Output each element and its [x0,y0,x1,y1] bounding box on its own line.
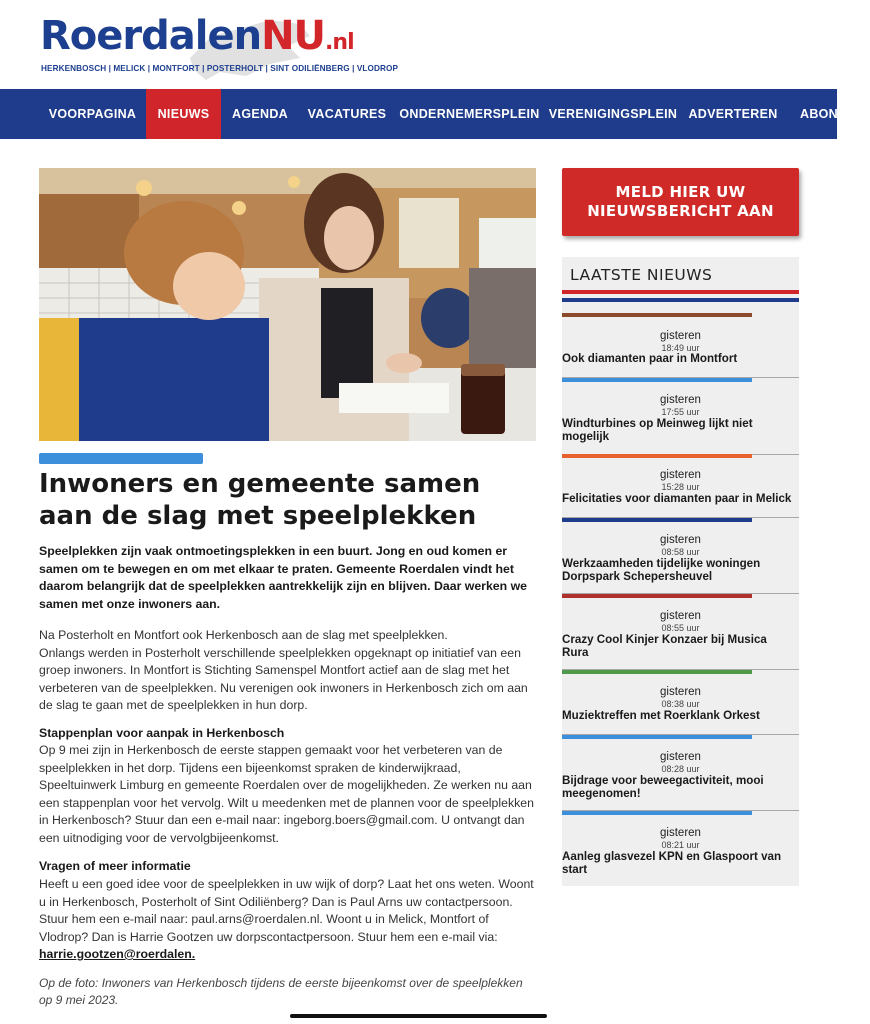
news-time: 08:58 uur [661,547,700,557]
news-color-bar [562,454,752,458]
photo-caption: Op de foto: Inwoners van Herkenbosch tijdens de eerste bijeenkomst over de speelplekken op 9 mei 2023. [39,976,523,1007]
news-headline[interactable]: Muziektreffen met Roerklank Orkest [562,709,760,722]
home-indicator[interactable] [290,1014,547,1018]
news-time: 18:49 uur [661,343,700,353]
news-time: 08:55 uur [661,623,700,633]
title-stripe-red [562,290,799,294]
latest-news-panel [562,257,799,886]
site-header [0,0,837,89]
article-subheading-1: Stappenplan voor aanpak in Herkenbosch [39,726,285,740]
news-headline[interactable]: Werkzaamheden tijdelijke woningen Dorpspark Schepersheuvel [562,557,761,583]
logo-towns: HERKENBOSCH | MELICK | MONTFORT | POSTERHOLT | SINT ODILIËNBERG | VLODROP [41,64,399,73]
nav-adverteren[interactable]: ADVERTEREN [688,107,778,121]
news-date: gisteren [660,469,701,481]
latest-news-title: LAATSTE NIEUWS [570,266,713,284]
nav-abonneren[interactable]: ABONN [800,107,848,121]
logo-wordmark: RoerdalenNU.nl [40,13,354,59]
news-date: gisteren [660,394,701,406]
main-navigation [0,89,848,139]
news-headline[interactable]: Aanleg glasvezel KPN en Glaspoort van start [562,850,782,876]
news-date: gisteren [660,534,701,546]
article-subheading-2: Vragen of meer informatie [39,859,191,873]
news-time: 08:21 uur [661,840,700,850]
news-date: gisteren [660,751,701,763]
nav-ondernemersplein[interactable]: ONDERNEMERSPLEIN [399,107,540,121]
nav-voorpagina[interactable]: VOORPAGINA [48,107,137,121]
site-logo[interactable] [40,12,399,82]
email-link[interactable]: harrie.gootzen@roerdalen. [39,947,196,961]
article-paragraph-2: Op 9 mei zijn in Herkenbosch de eerste stappen gemaakt voor het verbeteren van de speelplekken in het dorp. Tijdens een bijeenkomst spraken de kinderwijkraad, Speeltuinwerk Limburg en gemeente Roerdalen over de mogelijkheden. Ze werken nu aan een stappenplan voor het vervolg. Wilt u meedenken met de plannen voor de speelplekken in Herkenbosch? Stuur dan een e-mail naar: ingeborg.boers@gmail.com. U ontvangt dan een uitnodiging voor de vervolgbijeenkomst. [39,743,534,845]
news-color-bar [562,518,752,522]
article-title: Inwoners en gemeente samen aan de slag met speelplekken [39,469,481,531]
nav-verenigingsplein[interactable]: VERENIGINGSPLEIN [548,107,678,121]
news-date: gisteren [660,827,701,839]
news-color-bar [562,811,752,815]
news-headline[interactable]: Crazy Cool Kinjer Konzaer bij Musica Rura [562,633,767,659]
article-paragraph-1: Na Posterholt en Montfort ook Herkenbosch aan de slag met speelplekken. Onlangs werden in Posterholt verschillende speelplekken opgeknapt op initiatief van een groep inwoners. In Montfort is Stichting Samenspel Montfort actief aan de slag met het verbeteren van de speelplekken. Nu verenigen ook inwoners in Herkenbosch zich om aan de slag te gaan met de speelplekken in hun dorp. [39,628,528,712]
news-color-bar [562,670,752,674]
news-headline[interactable]: Bijdrage voor beweegactiviteit, mooi meegenomen! [562,774,764,800]
article-lead: Speelplekken zijn vaak ontmoetingsplekken in een buurt. Jong en oud komen er samen om te bewegen en om met elkaar te praten. Gemeente Roerdalen vindt het daarom belangrijk dat de speelplekken aantrekkelijk zijn en blijven. Daar werken we samen met onze inwoners aan. [39,544,527,611]
nav-nieuws[interactable]: NIEUWS [146,89,221,139]
news-date: gisteren [660,610,701,622]
nav-agenda[interactable]: AGENDA [232,107,288,121]
news-date: gisteren [660,686,701,698]
news-time: 17:55 uur [661,407,700,417]
news-date: gisteren [660,330,701,342]
nav-vacatures[interactable]: VACATURES [307,107,387,121]
news-color-bar [562,594,752,598]
news-color-bar [562,313,752,317]
title-stripe-blue [562,298,799,302]
news-color-bar [562,735,752,739]
news-headline[interactable]: Felicitaties voor diamanten paar in Melick [562,492,792,505]
article-paragraph-3 [39,876,536,964]
news-time: 15:28 uur [661,482,700,492]
article-paragraph-3-text: Heeft u een goed idee voor de speelplekken in uw wijk of dorp? Laat het ons weten. Woont u in Herkenbosch, Posterholt of Sint Odiliënberg? Dan is Paul Arns uw contactpersoon. Stuur hem een e-mail naar: paul.arns@roerdalen.nl. Woont u in Melick, Montfort of Vlodrop? Dan is Harrie Gootzen uw dorpscontactpersoon. Stuur hem een e-mail via: [39,877,534,944]
news-headline[interactable]: Ook diamanten paar in Montfort [562,352,738,365]
news-time: 08:38 uur [661,699,700,709]
news-time: 08:28 uur [661,764,700,774]
submit-news-button[interactable]: MELD HIER UW NIEUWSBERICHT AAN [562,168,799,236]
article-photo [39,168,536,441]
category-tag [39,453,203,464]
news-color-bar [562,378,752,382]
news-headline[interactable]: Windturbines op Meinweg lijkt niet mogelijk [562,417,753,443]
